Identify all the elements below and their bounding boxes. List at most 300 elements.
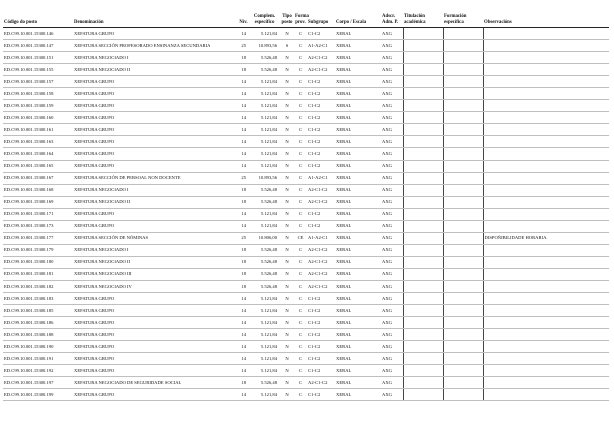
cell-complem: 5.121,84 <box>249 28 280 40</box>
cell-observacions <box>483 172 609 184</box>
cell-adscr: AXG <box>381 220 403 232</box>
cell-corpo: XERAL <box>335 112 381 124</box>
cell-subgrupo: C1-C2 <box>307 353 335 365</box>
cell-complem: 5.121,84 <box>249 389 280 401</box>
cell-tipo: N <box>280 184 294 196</box>
cell-denominacion: XEFATURA NEGOCIADO II <box>73 196 238 208</box>
table-row <box>3 52 609 64</box>
cell-subgrupo: A2-C1-C2 <box>307 184 335 196</box>
cell-observacions <box>483 40 609 52</box>
cell-denominacion: XEFATURA GRUPO <box>73 112 238 124</box>
cell-observacions <box>483 305 609 317</box>
cell-complem: 5.526,48 <box>249 64 280 76</box>
cell-adscr: AXG <box>381 317 403 329</box>
cell-forma: C <box>294 124 307 136</box>
cell-forma: C <box>294 184 307 196</box>
cell-subgrupo: C1-C2 <box>307 208 335 220</box>
cell-formacion <box>443 280 483 292</box>
cell-denominacion: XEFATURA NEGOCIADO II <box>73 64 238 76</box>
header-tipo: Tipo posto <box>280 10 294 28</box>
cell-adscr: AXG <box>381 160 403 172</box>
cell-tipo: N <box>280 353 294 365</box>
table-row <box>3 232 609 244</box>
cell-denominacion: XEFATURA GRUPO <box>73 208 238 220</box>
cell-subgrupo: C1-C2 <box>307 293 335 305</box>
cell-code: ED.C99.10.001.15300.188 <box>3 329 73 341</box>
cell-observacions <box>483 244 609 256</box>
cell-forma: C <box>294 196 307 208</box>
cell-complem: 5.526,48 <box>249 377 280 389</box>
table-row <box>3 220 609 232</box>
cell-denominacion: XEFATURA GRUPO <box>73 389 238 401</box>
cell-code: ED.C99.10.001.15300.168 <box>3 184 73 196</box>
header-corpo: Corpo / Escala <box>335 10 381 28</box>
cell-adscr: AXG <box>381 28 403 40</box>
cell-observacions <box>483 148 609 160</box>
cell-corpo: XERAL <box>335 377 381 389</box>
cell-corpo: XERAL <box>335 268 381 280</box>
cell-subgrupo: A2-C1-C2 <box>307 52 335 64</box>
cell-adscr: AXG <box>381 280 403 292</box>
cell-titulacion <box>403 232 443 244</box>
cell-denominacion: XEFATURA NEGOCIADO I <box>73 52 238 64</box>
cell-corpo: XERAL <box>335 341 381 353</box>
cell-forma: C <box>294 341 307 353</box>
table-row <box>3 148 609 160</box>
cell-observacions <box>483 317 609 329</box>
cell-complem: 10.893,56 <box>249 172 280 184</box>
cell-adscr: AXG <box>381 100 403 112</box>
table-row <box>3 377 609 389</box>
table-row <box>3 389 609 401</box>
cell-denominacion: XEFATURA GRUPO <box>73 136 238 148</box>
cell-code: ED.C99.10.001.15300.191 <box>3 353 73 365</box>
cell-observacions: DISPOÑIBILIDADE HORARIA. <box>483 232 609 244</box>
cell-subgrupo: C1-C2 <box>307 160 335 172</box>
cell-adscr: AXG <box>381 256 403 268</box>
cell-niv: 14 <box>238 136 249 148</box>
cell-niv: 14 <box>238 353 249 365</box>
cell-subgrupo: C1-C2 <box>307 76 335 88</box>
cell-subgrupo: A2-C1-C2 <box>307 64 335 76</box>
cell-tipo: N <box>280 317 294 329</box>
cell-formacion <box>443 220 483 232</box>
cell-complem: 5.121,84 <box>249 317 280 329</box>
cell-niv: 14 <box>238 148 249 160</box>
cell-titulacion <box>403 148 443 160</box>
cell-denominacion: XEFATURA SECCIÓN PROFESORADO ENSINANZA SECUNDARIA <box>73 40 238 52</box>
cell-subgrupo: C1-C2 <box>307 88 335 100</box>
cell-observacions <box>483 256 609 268</box>
table-row <box>3 329 609 341</box>
cell-niv: 18 <box>238 244 249 256</box>
cell-corpo: XERAL <box>335 76 381 88</box>
table-row <box>3 160 609 172</box>
cell-tipo: N <box>280 124 294 136</box>
cell-code: ED.C99.10.001.15300.157 <box>3 76 73 88</box>
cell-complem: 5.121,84 <box>249 208 280 220</box>
cell-tipo: N <box>280 329 294 341</box>
cell-denominacion: XEFATURA GRUPO <box>73 305 238 317</box>
cell-observacions <box>483 329 609 341</box>
cell-titulacion <box>403 329 443 341</box>
cell-code: ED.C99.10.001.15300.179 <box>3 244 73 256</box>
cell-adscr: AXG <box>381 76 403 88</box>
cell-niv: 14 <box>238 112 249 124</box>
cell-niv: 14 <box>238 28 249 40</box>
cell-corpo: XERAL <box>335 280 381 292</box>
cell-complem: 5.121,84 <box>249 112 280 124</box>
cell-subgrupo: C1-C2 <box>307 112 335 124</box>
cell-corpo: XERAL <box>335 160 381 172</box>
cell-corpo: XERAL <box>335 293 381 305</box>
cell-denominacion: XEFATURA GRUPO <box>73 353 238 365</box>
table-row <box>3 184 609 196</box>
cell-formacion <box>443 28 483 40</box>
cell-formacion <box>443 184 483 196</box>
cell-titulacion <box>403 64 443 76</box>
cell-tipo: N <box>280 208 294 220</box>
cell-titulacion <box>403 293 443 305</box>
cell-adscr: AXG <box>381 112 403 124</box>
cell-subgrupo: A1-A2-C1 <box>307 40 335 52</box>
table-row <box>3 136 609 148</box>
cell-complem: 5.526,48 <box>249 268 280 280</box>
cell-complem: 5.526,48 <box>249 244 280 256</box>
cell-niv: 14 <box>238 100 249 112</box>
cell-formacion <box>443 136 483 148</box>
cell-code: ED.C99.10.001.15300.197 <box>3 377 73 389</box>
cell-code: ED.C99.10.001.15300.160 <box>3 112 73 124</box>
cell-subgrupo: A2-C1-C2 <box>307 280 335 292</box>
cell-denominacion: XEFATURA NEGOCIADO DE SEGURIDADE SOCIAL <box>73 377 238 389</box>
table-row <box>3 28 609 40</box>
cell-observacions <box>483 64 609 76</box>
cell-formacion <box>443 40 483 52</box>
cell-niv: 25 <box>238 40 249 52</box>
cell-corpo: XERAL <box>335 124 381 136</box>
table-row <box>3 317 609 329</box>
cell-titulacion <box>403 305 443 317</box>
cell-observacions <box>483 136 609 148</box>
positions-table <box>3 10 609 401</box>
table-row <box>3 124 609 136</box>
cell-titulacion <box>403 365 443 377</box>
cell-niv: 14 <box>238 305 249 317</box>
cell-forma: C <box>294 293 307 305</box>
cell-niv: 18 <box>238 184 249 196</box>
cell-niv: 14 <box>238 124 249 136</box>
cell-forma: C <box>294 76 307 88</box>
cell-niv: 18 <box>238 52 249 64</box>
table-row <box>3 293 609 305</box>
cell-denominacion: XEFATURA GRUPO <box>73 100 238 112</box>
cell-titulacion <box>403 28 443 40</box>
cell-adscr: AXG <box>381 172 403 184</box>
cell-observacions <box>483 184 609 196</box>
cell-titulacion <box>403 136 443 148</box>
cell-formacion <box>443 244 483 256</box>
table-row <box>3 244 609 256</box>
cell-formacion <box>443 305 483 317</box>
cell-corpo: XERAL <box>335 148 381 160</box>
cell-titulacion <box>403 196 443 208</box>
table-row <box>3 112 609 124</box>
cell-formacion <box>443 232 483 244</box>
cell-titulacion <box>403 160 443 172</box>
cell-complem: 5.121,84 <box>249 148 280 160</box>
cell-formacion <box>443 112 483 124</box>
cell-corpo: XERAL <box>335 40 381 52</box>
cell-adscr: AXG <box>381 64 403 76</box>
cell-denominacion: XEFATURA GRUPO <box>73 76 238 88</box>
table-row <box>3 64 609 76</box>
cell-formacion <box>443 148 483 160</box>
cell-tipo: N <box>280 112 294 124</box>
cell-code: ED.C99.10.001.15300.177 <box>3 232 73 244</box>
cell-code: ED.C99.10.001.15300.171 <box>3 208 73 220</box>
cell-denominacion: XEFATURA GRUPO <box>73 341 238 353</box>
table-row <box>3 40 609 52</box>
cell-subgrupo: C1-C2 <box>307 317 335 329</box>
cell-code: ED.C99.10.001.15300.155 <box>3 64 73 76</box>
cell-titulacion <box>403 280 443 292</box>
cell-adscr: AXG <box>381 208 403 220</box>
table-row <box>3 172 609 184</box>
table-row <box>3 208 609 220</box>
cell-subgrupo: C1-C2 <box>307 220 335 232</box>
cell-niv: 14 <box>238 220 249 232</box>
table-row <box>3 268 609 280</box>
table-row <box>3 341 609 353</box>
cell-corpo: XERAL <box>335 305 381 317</box>
cell-niv: 14 <box>238 293 249 305</box>
cell-corpo: XERAL <box>335 353 381 365</box>
cell-tipo: N <box>280 280 294 292</box>
cell-corpo: XERAL <box>335 136 381 148</box>
table-row <box>3 88 609 100</box>
cell-observacions <box>483 268 609 280</box>
cell-niv: 14 <box>238 208 249 220</box>
cell-formacion <box>443 377 483 389</box>
cell-adscr: AXG <box>381 341 403 353</box>
header-niv: Nív. <box>238 10 249 28</box>
cell-denominacion: XEFATURA GRUPO <box>73 293 238 305</box>
cell-niv: 14 <box>238 329 249 341</box>
table-row <box>3 365 609 377</box>
cell-code: ED.C99.10.001.15300.146 <box>3 28 73 40</box>
cell-adscr: AXG <box>381 184 403 196</box>
cell-code: ED.C99.10.001.15300.165 <box>3 160 73 172</box>
cell-tipo: N <box>280 196 294 208</box>
cell-titulacion <box>403 172 443 184</box>
cell-tipo: S <box>280 40 294 52</box>
cell-forma: C <box>294 136 307 148</box>
cell-titulacion <box>403 244 443 256</box>
cell-complem: 5.121,84 <box>249 293 280 305</box>
cell-corpo: XERAL <box>335 244 381 256</box>
cell-formacion <box>443 88 483 100</box>
cell-forma: C <box>294 329 307 341</box>
cell-observacions <box>483 293 609 305</box>
cell-formacion <box>443 208 483 220</box>
cell-observacions <box>483 365 609 377</box>
cell-complem: 5.121,84 <box>249 305 280 317</box>
cell-niv: 14 <box>238 88 249 100</box>
cell-forma: C <box>294 317 307 329</box>
cell-tipo: N <box>280 88 294 100</box>
cell-forma: C <box>294 256 307 268</box>
cell-code: ED.C99.10.001.15300.180 <box>3 256 73 268</box>
cell-adscr: AXG <box>381 196 403 208</box>
cell-forma: C <box>294 64 307 76</box>
cell-subgrupo: A2-C1-C2 <box>307 196 335 208</box>
cell-adscr: AXG <box>381 244 403 256</box>
cell-tipo: N <box>280 136 294 148</box>
cell-code: ED.C99.10.001.15300.169 <box>3 196 73 208</box>
header-adscr: Adscr. Adm. P. <box>381 10 403 28</box>
cell-code: ED.C99.10.001.15300.190 <box>3 341 73 353</box>
header-observacions: Observacións <box>483 10 609 28</box>
cell-denominacion: XEFATURA GRUPO <box>73 148 238 160</box>
cell-subgrupo: A2-C1-C2 <box>307 377 335 389</box>
cell-forma: C <box>294 172 307 184</box>
cell-tipo: N <box>280 52 294 64</box>
cell-denominacion: XEFATURA GRUPO <box>73 329 238 341</box>
table-body <box>3 28 609 401</box>
cell-subgrupo: C1-C2 <box>307 389 335 401</box>
cell-corpo: XERAL <box>335 317 381 329</box>
cell-observacions <box>483 124 609 136</box>
cell-tipo: N <box>280 148 294 160</box>
cell-code: ED.C99.10.001.15300.173 <box>3 220 73 232</box>
cell-observacions <box>483 280 609 292</box>
cell-titulacion <box>403 208 443 220</box>
cell-code: ED.C99.10.001.15300.159 <box>3 100 73 112</box>
cell-complem: 5.121,84 <box>249 124 280 136</box>
cell-formacion <box>443 389 483 401</box>
cell-adscr: AXG <box>381 40 403 52</box>
cell-tipo: N <box>280 232 294 244</box>
cell-niv: 25 <box>238 172 249 184</box>
cell-formacion <box>443 160 483 172</box>
cell-complem: 5.121,84 <box>249 329 280 341</box>
cell-subgrupo: C1-C2 <box>307 341 335 353</box>
cell-formacion <box>443 100 483 112</box>
cell-forma: C <box>294 220 307 232</box>
cell-niv: 14 <box>238 317 249 329</box>
cell-denominacion: XEFATURA NEGOCIADO I <box>73 184 238 196</box>
cell-complem: 5.526,48 <box>249 280 280 292</box>
cell-complem: 5.121,84 <box>249 341 280 353</box>
header-forma: Forma prov. <box>294 10 307 28</box>
cell-titulacion <box>403 268 443 280</box>
cell-complem: 5.526,48 <box>249 256 280 268</box>
cell-denominacion: XEFATURA GRUPO <box>73 28 238 40</box>
cell-titulacion <box>403 100 443 112</box>
cell-corpo: XERAL <box>335 172 381 184</box>
table-row <box>3 76 609 88</box>
cell-subgrupo: A2-C1-C2 <box>307 268 335 280</box>
cell-observacions <box>483 389 609 401</box>
cell-formacion <box>443 76 483 88</box>
cell-adscr: AXG <box>381 124 403 136</box>
cell-code: ED.C99.10.001.15300.161 <box>3 124 73 136</box>
cell-forma: C <box>294 160 307 172</box>
cell-corpo: XERAL <box>335 100 381 112</box>
cell-forma: C <box>294 268 307 280</box>
cell-tipo: N <box>280 76 294 88</box>
cell-code: ED.C99.10.001.15300.199 <box>3 389 73 401</box>
cell-tipo: N <box>280 160 294 172</box>
table-row <box>3 353 609 365</box>
cell-corpo: XERAL <box>335 88 381 100</box>
cell-denominacion: XEFATURA GRUPO <box>73 220 238 232</box>
header-formacion: Formación específica <box>443 10 483 28</box>
cell-tipo: N <box>280 389 294 401</box>
cell-subgrupo: C1-C2 <box>307 148 335 160</box>
cell-adscr: AXG <box>381 52 403 64</box>
cell-formacion <box>443 172 483 184</box>
cell-tipo: N <box>280 377 294 389</box>
cell-tipo: N <box>280 293 294 305</box>
cell-observacions <box>483 208 609 220</box>
cell-formacion <box>443 64 483 76</box>
cell-observacions <box>483 76 609 88</box>
cell-forma: C <box>294 365 307 377</box>
cell-subgrupo: C1-C2 <box>307 365 335 377</box>
cell-adscr: AXG <box>381 329 403 341</box>
cell-adscr: AXG <box>381 353 403 365</box>
cell-complem: 10.893,56 <box>249 40 280 52</box>
cell-denominacion: XEFATURA GRUPO <box>73 365 238 377</box>
table-row <box>3 196 609 208</box>
cell-complem: 5.121,84 <box>249 160 280 172</box>
cell-subgrupo: C1-C2 <box>307 329 335 341</box>
cell-complem: 5.526,48 <box>249 196 280 208</box>
header-denominacion: Denominación <box>73 10 238 28</box>
table-row <box>3 256 609 268</box>
cell-forma: C <box>294 244 307 256</box>
cell-denominacion: XEFATURA NEGOCIADO III <box>73 268 238 280</box>
cell-niv: 14 <box>238 341 249 353</box>
cell-titulacion <box>403 88 443 100</box>
cell-subgrupo: C1-C2 <box>307 136 335 148</box>
cell-observacions <box>483 341 609 353</box>
cell-complem: 5.121,84 <box>249 88 280 100</box>
cell-denominacion: XEFATURA GRUPO <box>73 88 238 100</box>
cell-code: ED.C99.10.001.15300.151 <box>3 52 73 64</box>
cell-adscr: AXG <box>381 268 403 280</box>
cell-code: ED.C99.10.001.15300.181 <box>3 268 73 280</box>
table-row <box>3 280 609 292</box>
cell-niv: 14 <box>238 160 249 172</box>
cell-formacion <box>443 52 483 64</box>
cell-complem: 5.121,84 <box>249 353 280 365</box>
cell-corpo: XERAL <box>335 220 381 232</box>
cell-denominacion: XEFATURA GRUPO <box>73 124 238 136</box>
cell-forma: C <box>294 88 307 100</box>
cell-code: ED.C99.10.001.15300.167 <box>3 172 73 184</box>
cell-tipo: N <box>280 268 294 280</box>
cell-niv: 18 <box>238 377 249 389</box>
cell-observacions <box>483 353 609 365</box>
cell-code: ED.C99.10.001.15300.158 <box>3 88 73 100</box>
cell-tipo: N <box>280 341 294 353</box>
cell-denominacion: XEFATURA NEGOCIADO IV <box>73 280 238 292</box>
cell-code: ED.C99.10.001.15300.147 <box>3 40 73 52</box>
cell-adscr: AXG <box>381 365 403 377</box>
